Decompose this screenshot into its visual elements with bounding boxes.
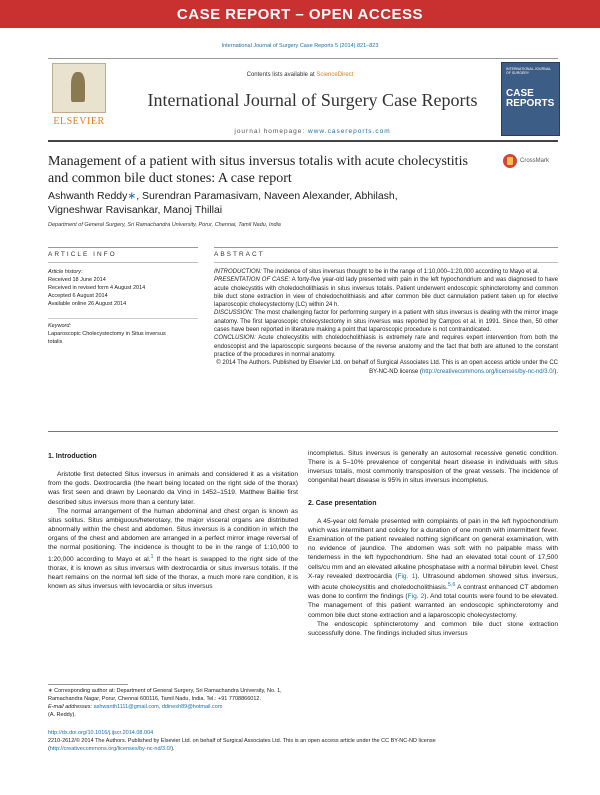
corresponding-star[interactable]: ∗ bbox=[127, 190, 137, 202]
keywords-value: Laparoscopic Cholecystectomy in Situs inversus totalis bbox=[48, 331, 166, 345]
license-link[interactable]: http://creativecommons.org/licenses/by-nc-nd/3.0/ bbox=[421, 368, 555, 375]
case-p1-text-d: ). And total counts were found to be elevated. The management of this patient warranted an endoscopic sphincterotomy and common bile duct stone extraction and a laparoscopic cholecystectomy. bbox=[308, 593, 558, 619]
abstract-disc-heading: DISCUSSION: bbox=[214, 310, 254, 317]
bottom-license-link[interactable]: http://creativecommons.org/licenses/by-nc-nd/3.0/ bbox=[49, 746, 172, 752]
affiliation: Department of General Surgery, Sri Ramachandra University, Porur, Chennai, Tamil Nadu, India bbox=[48, 222, 281, 228]
cover-big-text bbox=[502, 75, 559, 109]
history-revised: Received in revised form 4 August 2014 bbox=[48, 285, 146, 291]
intro-p2-text-a: The normal arrangement of the human abdominal and chest organ is known as situs solitus. Situs ambiguous/heterotaxy, the major visceral organs are distributed abnormally within the chest and abdomen. Situs inversus is a condition in which the organs of the chest and abdomen are arranged in a perfect mirror image reversal of the normal positioning. The incidence is thought to be in the range of 1:10,000 to 1:20,000 according to Mayo et al. bbox=[48, 507, 298, 563]
crossmark-label: CrossMark bbox=[520, 158, 550, 164]
header-rule-bottom bbox=[48, 140, 558, 142]
article-title: Management of a patient with situs inversus totalis with acute cholecystitis and common bile duct stones: A case report bbox=[48, 154, 468, 186]
right-column bbox=[308, 449, 558, 638]
abstract-case-text: A forty-five year-old lady presented with pain in the left hypochondrium and was diagnosed to have acute cholecystitis with choledocholithiasis in situs inversus totalis. Patient underwent endoscopic sphincterotomy and common bile duct stone extraction in view of choledocholithiasis and after common bile duct cannulation patient taken up for elective laparoscopic cholecystectomy (LC) within 24 h. bbox=[214, 277, 558, 309]
case-heading: 2. Case presentation bbox=[308, 499, 377, 507]
authors-line2: Vigneshwar Ravisankar, Manoj Thillai bbox=[48, 204, 223, 216]
history-label: Article history: bbox=[48, 269, 83, 275]
abstract-body bbox=[214, 268, 558, 376]
license-end: ). bbox=[554, 368, 558, 375]
abstract-case bbox=[214, 276, 558, 309]
footnote-corresponding: ∗ Corresponding author at: Department of General Surgery, Sri Ramachandra University, No. 1, Ramachandra Nagar, Porur, Chennai 600116, Tamil Nadu, India. Tel.: +91 7708866012. bbox=[48, 688, 282, 702]
history-online: Available online 26 August 2014 bbox=[48, 301, 127, 307]
license-text: © 2014 The Authors. Published by Elsevier Ltd. on behalf of Surgical Associates Ltd. This is an open access article under the CC BY-NC-ND license ( bbox=[216, 360, 558, 375]
rule-abstract bbox=[214, 247, 558, 248]
reference-5-6[interactable]: 5,6 bbox=[447, 581, 456, 588]
figure-1-link[interactable]: Fig. 1 bbox=[397, 572, 416, 580]
abstract-license bbox=[214, 359, 558, 376]
journal-cover-image bbox=[501, 62, 560, 136]
abstract-introduction bbox=[214, 268, 558, 276]
abstract-discussion bbox=[214, 309, 558, 334]
cover-small-text: INTERNATIONAL JOURNAL OF SURGERY bbox=[506, 67, 551, 75]
rule-article-info bbox=[48, 247, 198, 248]
journal-citation[interactable]: International Journal of Surgery Case Reports 5 (2014) 821–823 bbox=[221, 43, 379, 49]
journal-title: International Journal of Surgery Case Reports bbox=[147, 90, 478, 110]
abstract-case-heading: PRESENTATION OF CASE: bbox=[214, 277, 290, 284]
abstract-intro-heading: INTRODUCTION: bbox=[214, 269, 262, 275]
doi-block bbox=[48, 729, 558, 753]
cover-big-line-2: REPORTS bbox=[506, 98, 555, 109]
rule-abstract-2 bbox=[214, 262, 558, 263]
right-paragraph-0: incompletus. Situs inversus is generally an autosomal recessive genetic condition. There is a 5–10% prevalence of congenital heart disease in individuals with situs inversus totalis, most commonly transposition of the great vessels. The incidence of congenital heart disease is 95% in situs inversus incompletus. bbox=[308, 450, 558, 485]
history-accepted: Accepted 6 August 2014 bbox=[48, 293, 108, 299]
crossmark-badge[interactable] bbox=[503, 151, 563, 171]
intro-paragraph-1: Aristotle first detected Situs inversus in animals and considered it as a visitation from the gods. Dextrocardia (the heart being located on the right side of the thorax) was first seen and drawn by Leonardo da Vinci in 1452–1519. Matthew Baillie first described situs inversus more than a century later. bbox=[48, 471, 298, 506]
cover-big-line-1: CASE bbox=[506, 88, 534, 99]
abstract-heading: ABSTRACT bbox=[214, 251, 265, 258]
email-owner: (A. Reddy). bbox=[48, 712, 76, 718]
abstract-disc-text: The most challenging factor for performing surgery in a patient with situs inversus is dealing with the mirror image anatomy. The first laparoscopic cholecystectomy in situs inversus was reported by Campos et al. in 1991. Since then, 50 other cases have been reported in literature making a point that laparoscopic procedure is not contraindicated. bbox=[214, 310, 558, 334]
keywords bbox=[48, 322, 178, 346]
authors-line1-rest: , Surendran Paramasivam, Naveen Alexander, Abhilash, bbox=[136, 190, 398, 202]
homepage-prefix: journal homepage: bbox=[234, 128, 306, 135]
intro-heading: 1. Introduction bbox=[48, 453, 97, 460]
keywords-label: Keyword: bbox=[48, 323, 71, 329]
header-rule-top bbox=[48, 58, 558, 59]
author-list bbox=[48, 189, 568, 217]
crossmark-icon bbox=[503, 154, 517, 168]
corresponding-footnote bbox=[48, 687, 298, 719]
journal-homepage bbox=[115, 128, 510, 135]
intro-p2-text-b: If the heart is swapped to the right side of the thorax, it is known as situs inversus with dextrocardia or situs inversus totalis. If the heart remains on the normal left side of the thorax, a much more rare condition, it is known as situs inversus with levocardia or situs inversus bbox=[48, 555, 298, 591]
copyright-line: 2210-2612/© 2014 The Authors. Published by Elsevier Ltd. on behalf of Surgical Associates Ltd. This is an open access article under the CC BY-NC-ND license bbox=[48, 738, 436, 744]
license-close-paren: ). bbox=[171, 746, 175, 752]
abstract-intro-text: The incidence of situs inversus thought to be in the range of 1:10,000–1:20,000 according to Mayo et al. bbox=[261, 269, 540, 275]
abstract-conc-text: Acute cholecystitis with choledocholithiasis is extremely rare and requires expert intervention from both the endoscopist and the laparoscopic surgeons because of the reverse anatomy and the fact that both are attuned to the constant practice of the procedures in normal anatomy. bbox=[214, 335, 558, 358]
footnote-rule bbox=[48, 684, 128, 685]
author-corresponding: Ashwanth Reddy bbox=[48, 190, 128, 202]
article-history bbox=[48, 268, 198, 308]
sciencedirect-link[interactable]: ScienceDirect bbox=[316, 72, 354, 78]
footnote-email bbox=[48, 703, 298, 719]
case-paragraph-1 bbox=[308, 517, 558, 620]
contents-prefix: Contents lists available at bbox=[246, 72, 315, 78]
email-links[interactable]: ashwanth1111@gmail.com, ddinesh89@hotmail.com bbox=[93, 704, 223, 710]
intro-paragraph-2 bbox=[48, 507, 298, 592]
doi-link[interactable]: http://dx.doi.org/10.1016/j.ijscr.2014.08.004 bbox=[48, 730, 154, 736]
history-received: Received 18 June 2014 bbox=[48, 277, 106, 283]
figure-2-link[interactable]: Fig. 2 bbox=[407, 593, 425, 601]
elsevier-tree-icon bbox=[52, 63, 106, 113]
rule-after-abstract bbox=[48, 431, 558, 432]
open-access-banner: CASE REPORT – OPEN ACCESS bbox=[0, 0, 600, 28]
abstract-conc-heading: CONCLUSION: bbox=[214, 335, 256, 342]
abstract-conclusion bbox=[214, 334, 558, 359]
rule-article-info-2 bbox=[48, 262, 198, 263]
rule-keywords bbox=[48, 318, 198, 319]
article-info-heading: ARTICLE INFO bbox=[48, 251, 117, 258]
license-open-paren: ( bbox=[48, 746, 50, 752]
case-p1-text-b: ). Ultrasound abdomen showed situs inversus, with acute cholecystitis and choledocholithiasis. bbox=[308, 572, 558, 592]
reference-1[interactable]: 1 bbox=[150, 553, 154, 560]
case-paragraph-2: The endoscopic sphincterotomy and common bile duct stone extraction successfully done. The findings included situs inversus bbox=[308, 620, 558, 637]
homepage-link[interactable]: www.casereports.com bbox=[308, 128, 391, 135]
copyright-license bbox=[48, 745, 558, 753]
elsevier-wordmark: ELSEVIER bbox=[53, 116, 105, 127]
case-p1-text-c: A contrast enhanced CT abdomen was done to confirm the findings ( bbox=[308, 584, 558, 601]
left-column bbox=[48, 452, 298, 591]
case-p1-text-a: A 45-year old female presented with complaints of pain in the left hypochondrium which was intermittent and colicky for a duration of one month with intermittent fever. Examination of the patient revealed nothing significant on general examination, with no evidence of jaundice. The abdomen was soft with no palpable mass with tenderness in the left hypochondrium. She had an elevated total count of 17,500 cells/cu mm and an elevated alkaline phosphatase with a normal bilirubin level. Chest X-ray revealed dextrocardia ( bbox=[308, 517, 558, 580]
email-label: E-mail addresses: bbox=[48, 704, 93, 710]
